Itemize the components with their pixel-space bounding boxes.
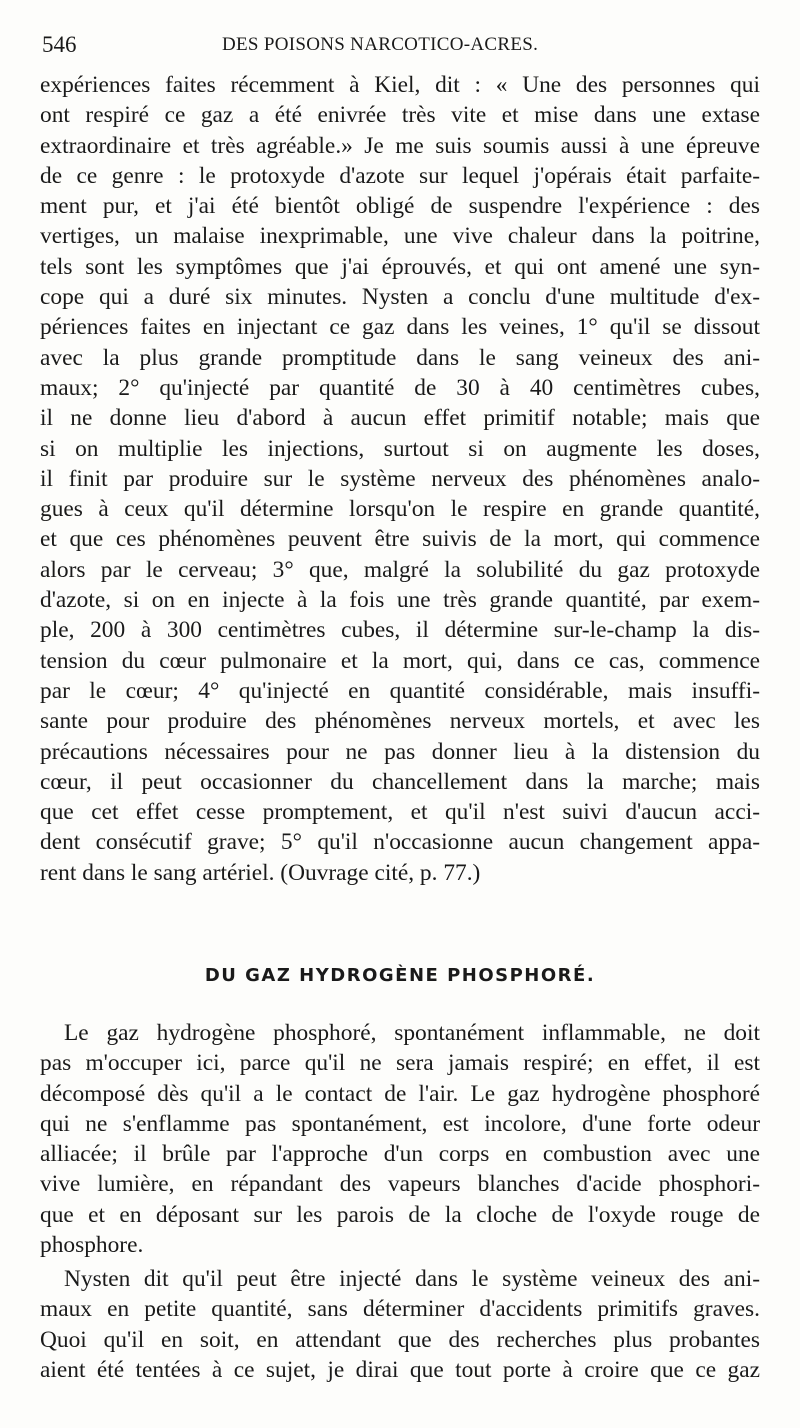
text-line: cœur, il peut occasionner du chancellement dans la marche; mais	[40, 768, 760, 795]
text-line: tension du cœur pulmonaire et la mort, qui, dans ce cas, commence	[40, 647, 760, 674]
text-line: gues à ceux qu'il détermine lorsqu'on le respire en grande quantité,	[40, 496, 760, 523]
text-line: il ne donne lieu d'abord à aucun effet primitif notable; mais que	[40, 405, 760, 432]
running-head	[42, 32, 760, 62]
running-title: DES POISONS NARCOTICO-ACRES.	[222, 34, 539, 55]
text-line: dent consécutif grave; 5° qu'il n'occasionne aucun changement appa-	[40, 829, 760, 856]
text-line: vive lumière, en répandant des vapeurs blanches d'acide phosphori-	[40, 1171, 760, 1198]
text-line: que cet effet cesse promptement, et qu'il n'est suivi d'aucun acci-	[40, 799, 760, 826]
text-line: phosphore.	[40, 1232, 144, 1259]
text-line: Quoi qu'il en soit, en attendant que des recherches plus probantes	[40, 1326, 760, 1353]
text-line: pas m'occuper ici, parce qu'il ne sera jamais respiré; en effet, il est	[40, 1050, 760, 1077]
text-line: et que ces phénomènes peuvent être suivis de la mort, qui commence	[40, 526, 760, 553]
paragraph-continued	[40, 70, 760, 888]
text-line: il finit par produire sur le système nerveux des phénomènes analo-	[40, 465, 760, 492]
text-line: qui ne s'enflamme pas spontanément, est incolore, d'une forte odeur	[40, 1110, 760, 1137]
text-line: ment pur, et j'ai été bientôt obligé de suspendre l'expérience : des	[40, 193, 760, 220]
page-number: 546	[42, 32, 77, 57]
text-line: périences faites en injectant ce gaz dans les veines, 1° qu'il se dissout	[40, 314, 760, 341]
section-heading: DU GAZ HYDROGÈNE PHOSPHORÉ.	[204, 965, 596, 986]
text-line: de ce genre : le protoxyde d'azote sur lequel j'opérais était parfaite-	[40, 162, 760, 189]
text-line: sante pour produire des phénomènes nerveux mortels, et avec les	[40, 708, 760, 735]
text-line: alors par le cerveau; 3° que, malgré la solubilité du gaz protoxyde	[40, 556, 760, 583]
text-line: ont respiré ce gaz a été enivrée très vite et mise dans une extase	[40, 102, 760, 129]
text-line: cope qui a duré six minutes. Nysten a conclu d'une multitude d'ex-	[40, 284, 760, 311]
text-line: maux; 2° qu'injecté par quantité de 30 à 40 centimètres cubes,	[40, 374, 760, 401]
text-line: vertiges, un malaise inexprimable, une vive chaleur dans la poitrine,	[40, 223, 760, 250]
text-line: avec la plus grande promptitude dans le sang veineux des ani-	[40, 344, 760, 371]
text-line: précautions nécessaires pour ne pas donner lieu à la distension du	[40, 738, 760, 765]
text-line: décomposé dès qu'il a le contact de l'air. Le gaz hydrogène phosphoré	[40, 1080, 760, 1107]
text-line: par le cœur; 4° qu'injecté en quantité considérable, mais insuffi-	[40, 677, 760, 704]
text-line: alliacée; il brûle par l'approche d'un corps en combustion avec une	[40, 1141, 760, 1168]
text-line: que et en déposant sur les parois de la cloche de l'oxyde rouge de	[40, 1201, 760, 1228]
paragraph	[40, 1264, 760, 1385]
text-line: Le gaz hydrogène phosphoré, spontanément inflammable, ne doit	[64, 1020, 760, 1046]
text-line: maux en petite quantité, sans déterminer d'accidents primitifs graves.	[40, 1296, 760, 1323]
text-line: si on multiplie les injections, surtout si on augmente les doses,	[40, 435, 760, 462]
text-line: rent dans le sang artériel. (Ouvrage cité, p. 77.)	[40, 859, 481, 886]
text-line: extraordinaire et très agréable.» Je me suis soumis aussi à une épreuve	[40, 132, 760, 159]
text-line: tels sont les symptômes que j'ai éprouvés, et qui ont amené une syn-	[40, 253, 760, 280]
text-line: Nysten dit qu'il peut être injecté dans le système veineux des ani-	[64, 1266, 760, 1292]
text-line: aient été tentées à ce sujet, je dirai que tout porte à croire que ce gaz	[40, 1356, 760, 1383]
text-line: d'azote, si on en injecte à la fois une très grande quantité, par exem-	[40, 587, 760, 614]
paragraph	[40, 1018, 760, 1260]
text-line: ple, 200 à 300 centimètres cubes, il détermine sur-le-champ la dis-	[40, 617, 760, 644]
text-line: expériences faites récemment à Kiel, dit : « Une des personnes qui	[40, 72, 760, 98]
